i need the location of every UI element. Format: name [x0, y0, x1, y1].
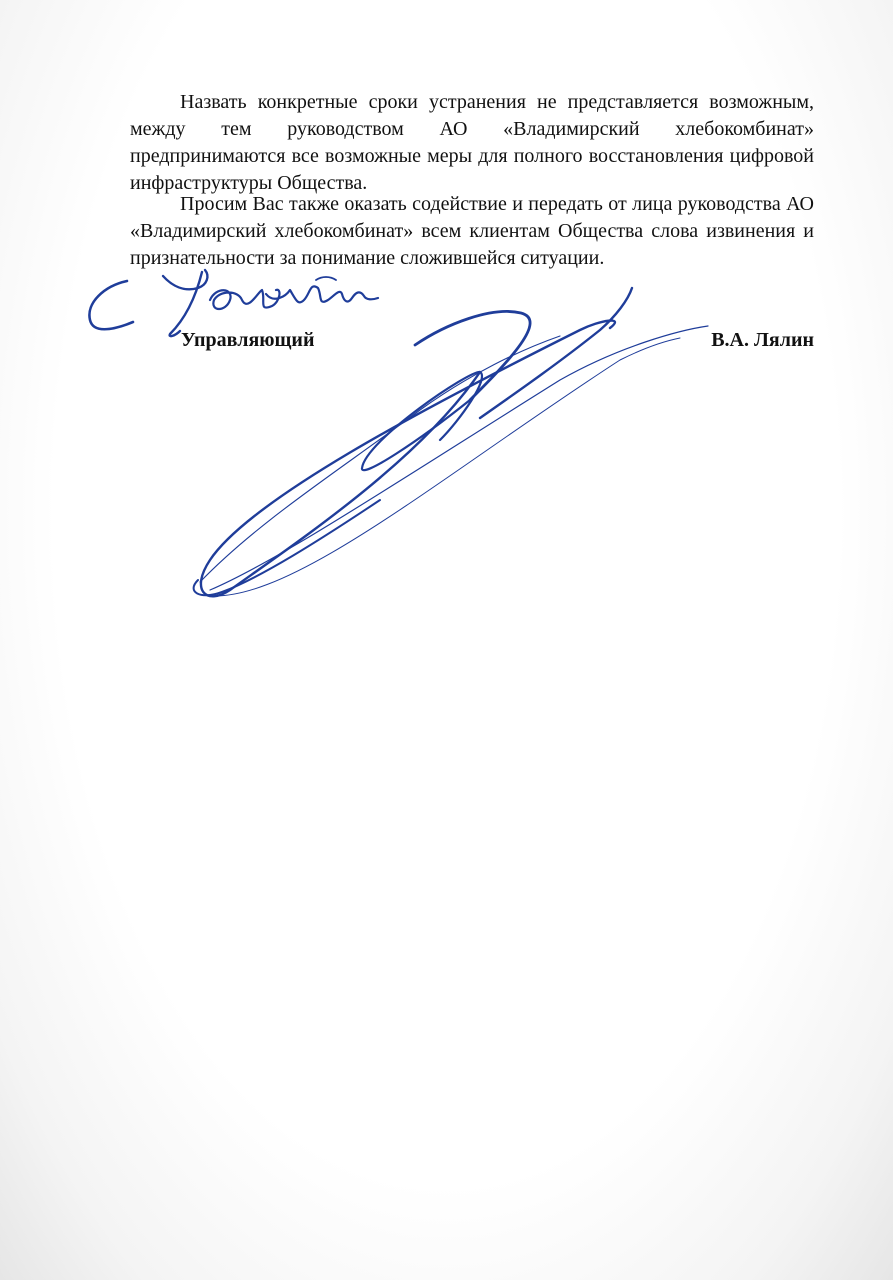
- body-paragraph-2: Просим Вас также оказать содействие и передать от лица руководства АО «Владимирский хлебокомбинат» всем клиентам Общества слова извинения и признательности за понимание сложившейся ситуации.: [130, 193, 814, 269]
- body-paragraph-1: Назвать конкретные сроки устранения не представляется возможным, между тем руководством АО «Владимирский хлебокомбинат» предпринимаются все возможные меры для полного восстановления цифровой инфраструктуры Общества.: [130, 91, 814, 194]
- handwritten-greeting-letter-s: [89, 281, 133, 329]
- signatory-name: В.А. Лялин: [711, 329, 814, 351]
- handwritten-greeting-word: [210, 286, 378, 309]
- signature-long-descender: [201, 321, 615, 597]
- handwritten-greeting-letter-u: [163, 270, 207, 336]
- signature-loop: [362, 372, 482, 470]
- signatory-position: Управляющий: [181, 329, 315, 351]
- signature-thin-stroke-1: [210, 326, 708, 590]
- signature-top-swoop: [415, 311, 530, 400]
- handwritten-greeting-underline: [316, 277, 336, 280]
- signature-lower-curl: [194, 500, 380, 595]
- signature-right-spike: [480, 288, 632, 418]
- signature-thin-stroke-2: [215, 338, 680, 596]
- signature-thin-stroke-3: [200, 336, 560, 582]
